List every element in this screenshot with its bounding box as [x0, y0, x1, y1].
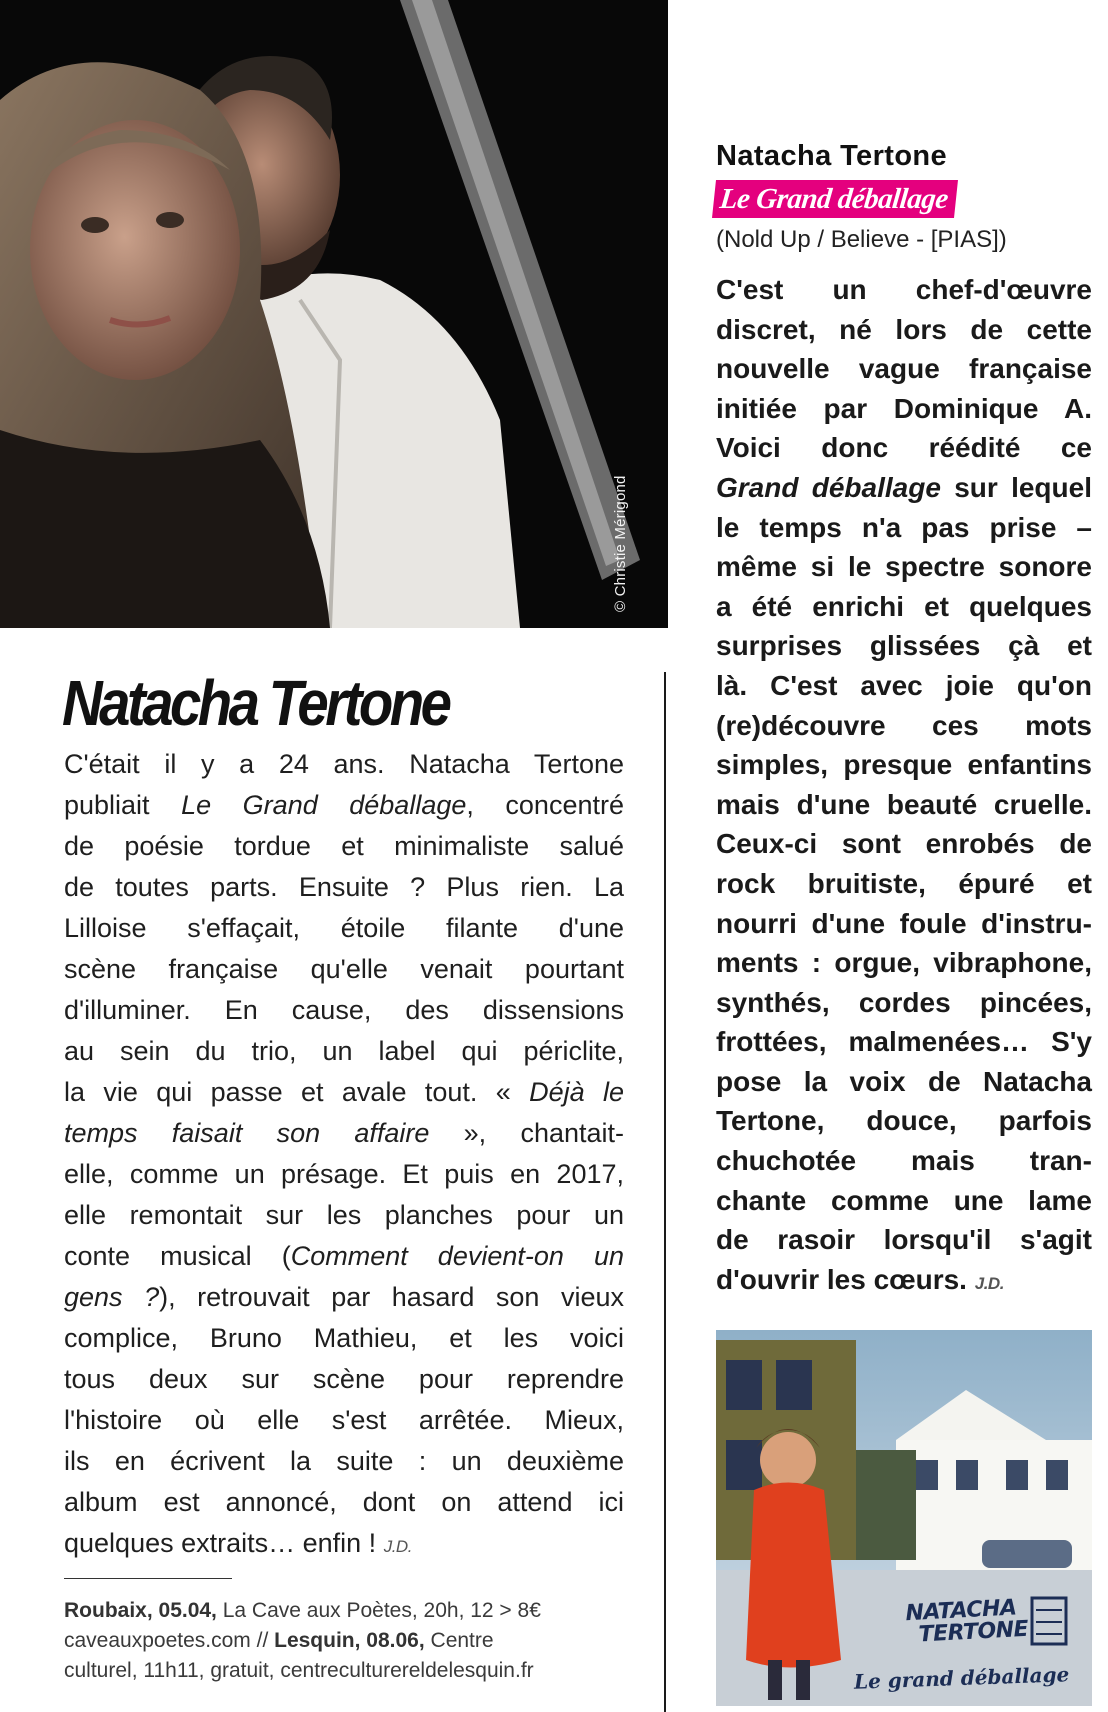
text-run: de poésie tordue et minimaliste salué [64, 831, 624, 861]
right-line [716, 389, 1092, 429]
left-line [64, 1277, 624, 1318]
text-run: conte musical ( [64, 1241, 291, 1271]
text-run: discret, né lors de cette [716, 313, 1092, 345]
event-dates [64, 1596, 664, 1686]
left-line [64, 1154, 624, 1195]
italic-title: gens ? [64, 1282, 160, 1312]
right-line [716, 904, 1092, 944]
review-artist: Natacha Tertone [716, 140, 948, 172]
left-line [64, 1523, 624, 1564]
left-line [64, 744, 624, 785]
right-line [716, 864, 1092, 904]
italic-title: Grand déballage [716, 471, 941, 503]
left-line [64, 1195, 624, 1236]
left-line [64, 1441, 624, 1482]
text-run: », chantait- [429, 1118, 624, 1148]
left-line [64, 1318, 624, 1359]
text-run: Lilloise s'effaçait, étoile filante d'une [64, 913, 624, 943]
right-line [716, 785, 1092, 825]
text-run: Voici donc réédité ce [716, 432, 1092, 464]
author-signature: J.D. [383, 1537, 412, 1556]
right-line [716, 1101, 1092, 1141]
column-divider [664, 672, 666, 1712]
right-line [716, 428, 1092, 468]
text-run: complice, Bruno Mathieu, et les voici [64, 1323, 624, 1353]
photo-credit: © Christie Mérigond [612, 475, 629, 612]
text-run: d'ouvrir les cœurs. [716, 1263, 975, 1295]
left-line [64, 949, 624, 990]
dates-line [64, 1656, 664, 1686]
text-run: rock bruitiste, épuré et [716, 867, 1092, 899]
text-run: Ceux-ci sont enrobés de [716, 828, 1092, 860]
right-line [716, 1062, 1092, 1102]
text-run: chuchotée mais tran- [716, 1145, 1092, 1177]
italic-title: Le Grand déballage [181, 790, 467, 820]
left-line [64, 826, 624, 867]
text-run: simples, presque enfantins [716, 749, 1092, 781]
italic-title: Comment devient-on un [290, 1241, 624, 1271]
text-run: tous deux sur scène pour reprendre [64, 1364, 624, 1394]
left-line [64, 1482, 624, 1523]
left-line [64, 1031, 624, 1072]
text-run: nouvelle vague française [716, 353, 1092, 385]
dates-line [64, 1626, 664, 1656]
text-run: C'est un chef-d'œuvre [716, 274, 1092, 305]
article-body [64, 744, 624, 1564]
text-run: la vie qui passe et avale tout. « [64, 1077, 530, 1107]
album-cover-illustration [716, 1330, 1092, 1706]
text-run: Tertone, douce, parfois [716, 1105, 1092, 1137]
cover-title-line2: TERTONE [917, 1616, 1029, 1648]
left-line [64, 990, 624, 1031]
venue-detail: caveauxpoetes.com // [64, 1629, 275, 1652]
text-run: ments : orgue, vibraphone, [716, 947, 1092, 979]
right-line [716, 706, 1092, 746]
right-line [716, 983, 1092, 1023]
left-line [64, 1236, 624, 1277]
album-cover [716, 1330, 1092, 1706]
review-label: (Nold Up / Believe - [PIAS]) [716, 226, 1007, 253]
text-run: elle, comme un présage. Et puis en 2017, [64, 1159, 624, 1189]
text-run: le temps n'a pas prise – [716, 511, 1092, 543]
italic-title: Déjà le [529, 1077, 624, 1107]
left-line [64, 1359, 624, 1400]
venue-detail: La Cave aux Poètes, 20h, 12 > 8€ [216, 1599, 541, 1622]
right-line [716, 547, 1092, 587]
cover-album-title: Le grand déballage [853, 1662, 1070, 1694]
venue-city-date: Lesquin, 08.06, [274, 1629, 425, 1652]
italic-title: temps faisait son affaire [64, 1118, 430, 1148]
venue-detail: Centre [424, 1629, 494, 1652]
text-run: scène française qu'elle venait pourtant [64, 954, 624, 984]
text-run: album est annoncé, dont on attend ici [64, 1487, 624, 1517]
text-run: nourri d'une foule d'instru- [716, 907, 1092, 939]
right-line [716, 1181, 1092, 1221]
dates-line [64, 1596, 664, 1626]
text-run: de rasoir lorsqu'il s'agit [716, 1224, 1092, 1256]
text-run: au sein du trio, un label qui périclite, [64, 1036, 624, 1066]
text-run: de toutes parts. Ensuite ? Plus rien. La [64, 872, 624, 902]
text-run: publiait [64, 790, 182, 820]
right-line [716, 666, 1092, 706]
right-line [716, 1220, 1092, 1260]
review-body [716, 270, 1092, 1299]
text-run: (re)découvre ces mots [716, 709, 1092, 741]
venue-detail: culturel, 11h11, gratuit, centreculturereldelesquin.fr [64, 1659, 534, 1682]
left-line [64, 867, 624, 908]
right-line [716, 1260, 1092, 1300]
text-run: chante comme une lame [716, 1184, 1092, 1216]
right-line [716, 943, 1092, 983]
text-run: quelques extraits… enfin ! [64, 1528, 384, 1558]
text-run: même si le spectre sonore [716, 551, 1092, 583]
photo-illustration [0, 0, 668, 628]
cover-title-line1: NATACHA [904, 1595, 1018, 1627]
right-line [716, 349, 1092, 389]
divider-rule [64, 1578, 232, 1579]
text-run: elle remontait sur les planches pour un [64, 1200, 624, 1230]
text-run: synthés, cordes pincées, [716, 986, 1092, 1018]
text-run: initiée par Dominique A. [716, 392, 1092, 424]
right-line [716, 824, 1092, 864]
right-line [716, 270, 1092, 310]
right-line [716, 1022, 1092, 1062]
text-run: frottées, malmenées… S'y [716, 1026, 1092, 1058]
text-run: pose la voix de Natacha [716, 1065, 1092, 1097]
text-run: surprises glissées çà et [716, 630, 1092, 662]
author-signature: J.D. [974, 1273, 1004, 1293]
left-line [64, 1113, 624, 1154]
text-run: C'était il y a 24 ans. Natacha Tertone [64, 749, 624, 779]
article-headline: Natacha Tertone [62, 667, 449, 739]
right-line [716, 310, 1092, 350]
right-line [716, 587, 1092, 627]
text-run: ils en écrivent la suite : un deuxième [64, 1446, 624, 1476]
text-run: d'illuminer. En cause, des dissensions [64, 995, 624, 1025]
text-run: là. C'est avec joie qu'on [716, 669, 1092, 701]
text-run: ), retrouvait par hasard son vieux [159, 1282, 624, 1312]
right-line [716, 626, 1092, 666]
right-line [716, 745, 1092, 785]
venue-city-date: Roubaix, 05.04, [64, 1599, 217, 1622]
text-run: a été enrichi et quelques [716, 590, 1092, 622]
text-run: , concentré [466, 790, 624, 820]
text-run: sur lequel [940, 471, 1092, 503]
left-line [64, 908, 624, 949]
left-line [64, 785, 624, 826]
right-line [716, 468, 1092, 508]
review-album-title: Le Grand déballage [712, 180, 958, 218]
text-run: mais d'une beauté cruelle. [716, 788, 1092, 820]
left-line [64, 1072, 624, 1113]
left-line [64, 1400, 624, 1441]
artist-photo [0, 0, 668, 628]
right-line [716, 1141, 1092, 1181]
cover-artist-name [905, 1597, 1029, 1647]
right-line [716, 508, 1092, 548]
text-run: l'histoire où elle s'est arrêtée. Mieux, [64, 1405, 624, 1435]
